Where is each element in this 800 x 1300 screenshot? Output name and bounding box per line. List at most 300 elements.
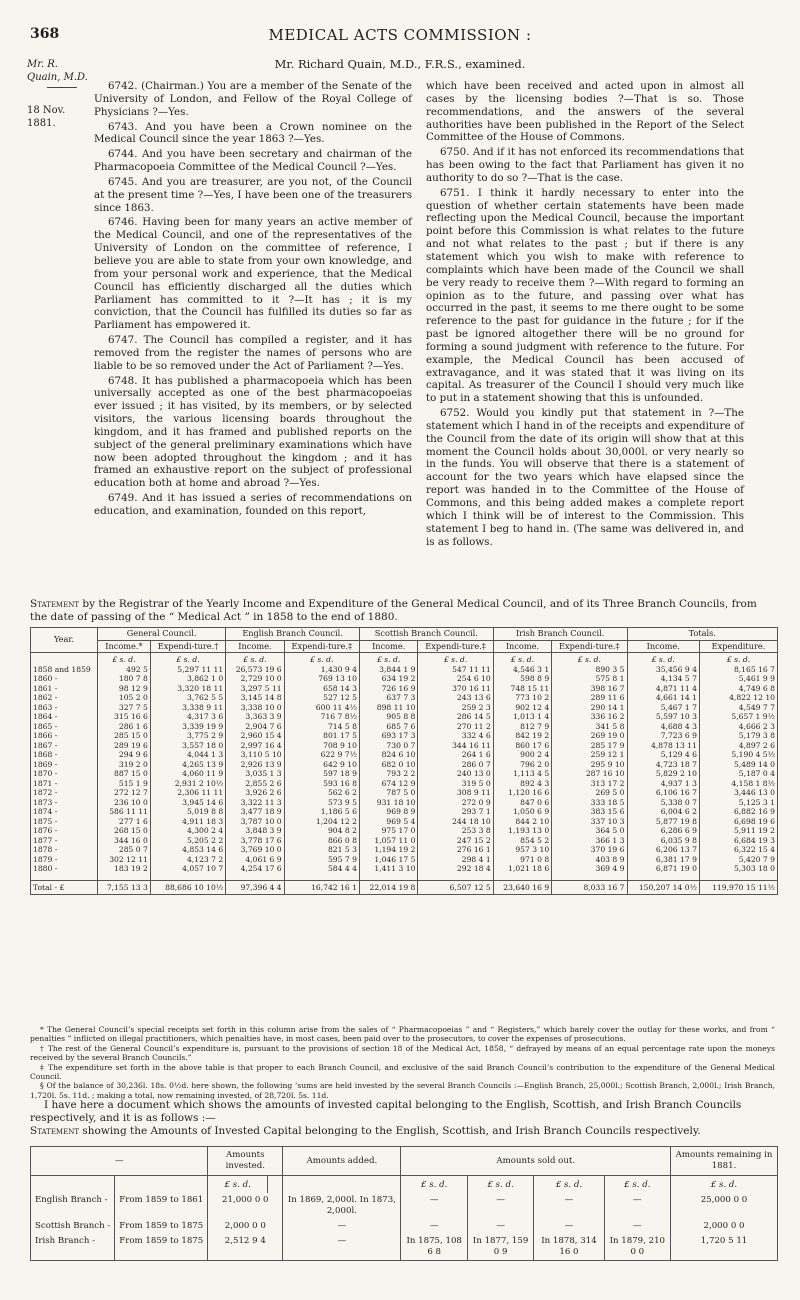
branch-name: Irish Branch - bbox=[31, 1234, 115, 1261]
amount-cell: 1,194 19 2 bbox=[359, 845, 417, 855]
total-cell: 6,507 12 5 bbox=[418, 880, 493, 895]
amount-cell: 4,549 7 7 bbox=[699, 703, 777, 713]
paragraph: 6742. (Chairman.) You are a member of the Senate of the University of London, and Fellow of the Royal College of Physicians ?—Yes. bbox=[94, 80, 412, 118]
amount-cell: 824 6 10 bbox=[359, 750, 417, 760]
amount-cell: 366 1 3 bbox=[552, 836, 627, 846]
amount-cell: 900 2 4 bbox=[493, 750, 551, 760]
amount-cell: 298 4 1 bbox=[418, 855, 493, 865]
sold3-cell: — bbox=[534, 1193, 604, 1219]
paragraph: 6745. And you are treasurer, are you not, of the Council at the present time ?—Yes, I have been one of the treasurers since 1863. bbox=[94, 175, 412, 214]
amount-cell: 336 16 2 bbox=[552, 712, 627, 722]
statement-text: showing the Amounts of Invested Capital belonging to the English, Scottish, and Irish Branch Councils respectively. bbox=[82, 1125, 701, 1137]
units-cell: £ s. d. bbox=[401, 1176, 467, 1194]
units-cell: £ s. d. bbox=[150, 653, 225, 665]
table-row bbox=[31, 665, 778, 675]
amount-cell: 370 16 11 bbox=[418, 684, 493, 694]
amount-cell: 5,187 0 4 bbox=[699, 769, 777, 779]
amount-cell: 3,945 14 6 bbox=[150, 798, 225, 808]
statement-text: by the Registrar of the Yearly Income and Expenditure of the General Medical Council, and of its Three Branch Councils, from the date of passing of the “ Medical Act ” in 1858 to the end of 1880. bbox=[30, 598, 757, 623]
added-cell: In 1869, 2,000l. In 1873, 2,000l. bbox=[283, 1193, 401, 1219]
amount-cell: 4,265 13 9 bbox=[150, 760, 225, 770]
amount-cell: 1,113 4 5 bbox=[493, 769, 551, 779]
year-cell: 1874 - bbox=[31, 807, 98, 817]
amount-cell: 383 15 6 bbox=[552, 807, 627, 817]
amount-cell: 105 2 0 bbox=[98, 693, 151, 703]
amount-cell: 575 8 1 bbox=[552, 674, 627, 684]
units-cell: £ s. d. bbox=[98, 653, 151, 665]
year-cell: 1876 - bbox=[31, 826, 98, 836]
amount-cell: 26,573 19 6 bbox=[226, 665, 284, 675]
paragraph: 6743. And you have been a Crown nominee on the Medical Council since the year 1863 ?—Yes. bbox=[94, 120, 412, 146]
amount-cell: 3,338 9 11 bbox=[150, 703, 225, 713]
sold3-cell: — bbox=[534, 1219, 604, 1234]
paragraph: 6748. It has published a pharmacopoeia which has been universally accepted as one of the best pharmacopoeias ever issued ; it has visited, by its members, or by selected visitors, the various licensing boards throughout the kingdom, and it has framed and published reports on the subject of the general preliminary examinations which have now been adopted throughout the kingdom ; and it has framed an exhaustive report on the subject of professional education both at home and abroad ?—Yes. bbox=[94, 374, 412, 490]
amount-cell: 259 12 1 bbox=[552, 750, 627, 760]
amount-cell: 844 2 10 bbox=[493, 817, 551, 827]
total-label: Total - £ bbox=[31, 880, 98, 895]
table-row bbox=[31, 845, 778, 855]
year-cell: 1871 - bbox=[31, 779, 98, 789]
amount-cell: 682 0 10 bbox=[359, 760, 417, 770]
sold4-cell: — bbox=[604, 1193, 670, 1219]
amount-cell: 622 9 7½ bbox=[284, 750, 359, 760]
amount-cell: 285 17 9 bbox=[552, 741, 627, 751]
amount-cell: 269 19 0 bbox=[552, 731, 627, 741]
amount-cell: 2,960 15 4 bbox=[226, 731, 284, 741]
amount-cell: 5,597 10 3 bbox=[627, 712, 699, 722]
footnote: * The General Council’s special receipts set forth in this column arise from the sales of “ Pharmacopoeias ” and “ Registers,” which barely cover the outlay for these works, and from “ penalties ” inflicted on illegal practitioners, which penalties have, in most cases, been paid over to the prosecutors, to cover the expenses of prosecutions. bbox=[30, 1025, 775, 1044]
amount-cell: 1,204 12 2 bbox=[284, 817, 359, 827]
amount-cell: 98 12 9 bbox=[98, 684, 151, 694]
units-cell: £ s. d. bbox=[226, 653, 284, 665]
amount-cell: 573 9 5 bbox=[284, 798, 359, 808]
amount-cell: 6,035 9 8 bbox=[627, 836, 699, 846]
amount-cell: 1,186 5 6 bbox=[284, 807, 359, 817]
table-row bbox=[31, 1219, 778, 1234]
table-row bbox=[31, 807, 778, 817]
year-header: Year. bbox=[31, 628, 98, 653]
paragraph: 6746. Having been for many years an active member of the Medical Council, and one of the representatives of the University of London on the committee of reference, I believe you are able to state from your own knowledge, and from your personal work and experience, that the Medical Council has efficiently discharged all the duties which Parliament has committed to it ?—It has ; it is my conviction, that the Council has fulfilled its duties so far as Parliament has empowered it. bbox=[94, 216, 412, 332]
column-subheader: Income.* bbox=[98, 640, 151, 653]
total-cell: 16,742 16 1 bbox=[284, 880, 359, 895]
amount-cell: 969 8 9 bbox=[359, 807, 417, 817]
amount-cell: 4,123 7 2 bbox=[150, 855, 225, 865]
amount-cell: 5,179 3 8 bbox=[699, 731, 777, 741]
table-row bbox=[31, 817, 778, 827]
amount-cell: 730 0 7 bbox=[359, 741, 417, 751]
amount-cell: 492 5 bbox=[98, 665, 151, 675]
amount-cell: 3,778 17 6 bbox=[226, 836, 284, 846]
amount-cell: 180 7 8 bbox=[98, 674, 151, 684]
amount-cell: 598 8 9 bbox=[493, 674, 551, 684]
amount-cell: 3,848 3 9 bbox=[226, 826, 284, 836]
amount-cell: 240 13 0 bbox=[418, 769, 493, 779]
amount-cell: 3,477 18 9 bbox=[226, 807, 284, 817]
amount-cell: 748 15 11 bbox=[493, 684, 551, 694]
units-cell bbox=[283, 1176, 401, 1194]
amount-cell: 658 14 3 bbox=[284, 684, 359, 694]
page-number: 368 bbox=[30, 26, 60, 42]
amount-cell: 642 9 10 bbox=[284, 760, 359, 770]
paragraph: 6750. And if it has not enforced its recommendations that has been owing to the fact that Parliament has given it no authority to do so ?—That is the case. bbox=[426, 146, 744, 184]
branch-name: English Branch - bbox=[31, 1193, 115, 1219]
amount-cell: 847 0 6 bbox=[493, 798, 551, 808]
units-cell: £ s. d. bbox=[627, 653, 699, 665]
units-cell: £ s. d. bbox=[534, 1176, 604, 1194]
amount-cell: 905 8 8 bbox=[359, 712, 417, 722]
invested-capital-table bbox=[30, 1146, 778, 1261]
units-cell: £ s. d. bbox=[284, 653, 359, 665]
total-cell: 119,970 15 11½ bbox=[699, 880, 777, 895]
amount-cell: 793 2 2 bbox=[359, 769, 417, 779]
amount-cell: 35,456 9 4 bbox=[627, 665, 699, 675]
amount-cell: 975 17 0 bbox=[359, 826, 417, 836]
sold1-cell: — bbox=[401, 1193, 467, 1219]
sold1-cell: — bbox=[401, 1219, 467, 1234]
units-cell bbox=[31, 653, 98, 665]
amount-cell: 4,822 12 10 bbox=[699, 693, 777, 703]
amount-cell: 272 12 7 bbox=[98, 788, 151, 798]
cap-header: Amounts remaining in 1881. bbox=[671, 1147, 778, 1176]
amount-cell: 4,897 2 6 bbox=[699, 741, 777, 751]
table-row bbox=[31, 750, 778, 760]
amount-cell: 4,044 1 3 bbox=[150, 750, 225, 760]
units-cell: £ s. d. bbox=[418, 653, 493, 665]
year-cell: 1860 - bbox=[31, 674, 98, 684]
amount-cell: 3,769 10 0 bbox=[226, 845, 284, 855]
table-row bbox=[31, 703, 778, 713]
amount-cell: 6,381 17 9 bbox=[627, 855, 699, 865]
amount-cell: 6,698 19 6 bbox=[699, 817, 777, 827]
invested-cell: 21,000 0 0 bbox=[208, 1193, 283, 1219]
year-cell: 1879 - bbox=[31, 855, 98, 865]
amount-cell: 5,467 1 7 bbox=[627, 703, 699, 713]
column-subheader: Expenditure. bbox=[699, 640, 777, 653]
amount-cell: 302 12 11 bbox=[98, 855, 151, 865]
amount-cell: 6,322 15 4 bbox=[699, 845, 777, 855]
amount-cell: 3,446 13 0 bbox=[699, 788, 777, 798]
margin-rule bbox=[47, 87, 77, 88]
amount-cell: 3,322 11 3 bbox=[226, 798, 284, 808]
amount-cell: 595 7 9 bbox=[284, 855, 359, 865]
remaining-cell: 25,000 0 0 bbox=[671, 1193, 778, 1219]
paragraph: 6751. I think it hardly necessary to enter into the question of whether certain statements have been made reflecting upon the Medical Council, because the important point before this Commission is what relates to the future and not what relates to the past ; but if there is any statement which you wish to make with reference to complaints which have been made of the Council we shall be very ready to receive them ?—With regard to forming an opinion as to the future, and passing over what has occurred in the past, it seems to me there ought to be some reference to the past for guidance in the future ; for if the past be ignored altogether there will be no ground for forming a sound judgment with reference to the future. For example, the Medical Council has been accused of extravagance, and it was stated that it was living on its capital. As treasurer of the Council I should very much like to put in a statement showing that this is unfounded. bbox=[426, 186, 744, 405]
amount-cell: 3,787 10 0 bbox=[226, 817, 284, 827]
column-subheader: Income. bbox=[627, 640, 699, 653]
group-header: English Branch Council. bbox=[226, 628, 360, 641]
remaining-cell: 2,000 0 0 bbox=[671, 1219, 778, 1234]
amount-cell: 333 18 5 bbox=[552, 798, 627, 808]
amount-cell: 842 19 2 bbox=[493, 731, 551, 741]
amount-cell: 726 16 9 bbox=[359, 684, 417, 694]
column-subheader: Expendi-ture.‡ bbox=[418, 640, 493, 653]
table-row bbox=[31, 760, 778, 770]
amount-cell: 247 15 2 bbox=[418, 836, 493, 846]
year-cell: 1877 - bbox=[31, 836, 98, 846]
amount-cell: 286 1 6 bbox=[98, 722, 151, 732]
amount-cell: 276 16 1 bbox=[418, 845, 493, 855]
statement-lead: Statement bbox=[30, 1125, 80, 1137]
amount-cell: 1,046 17 5 bbox=[359, 855, 417, 865]
footnote: ‡ The expenditure set forth in the above table is that proper to each Branch Council, and exclusive of the said Branch Council’s contribution to the expenditure of the General Medical Council. bbox=[30, 1062, 775, 1082]
table-row bbox=[31, 864, 778, 874]
amount-cell: 293 7 1 bbox=[418, 807, 493, 817]
amount-cell: 5,019 8 8 bbox=[150, 807, 225, 817]
amount-cell: 931 18 10 bbox=[359, 798, 417, 808]
units-cell bbox=[115, 1176, 208, 1194]
amount-cell: 600 11 4½ bbox=[284, 703, 359, 713]
total-cell: 23,640 16 9 bbox=[493, 880, 551, 895]
amount-cell: 286 14 5 bbox=[418, 712, 493, 722]
left-column bbox=[94, 80, 412, 520]
margin-witness-line1: Mr. R. bbox=[27, 59, 58, 70]
footnote: § Of the balance of 30,236l. 18s. 0½d. here shown, the following ‘sums are held invested by the several Branch Councils :—English Branch, 25,000l.; Scottish Branch, 2,000l.; Irish Branch, 1,720l. 5s. 11d. ; making a total, now remaining invested, of 28,720l. 5s. 11d. bbox=[30, 1081, 775, 1100]
amount-cell: 253 3 8 bbox=[418, 826, 493, 836]
total-row bbox=[31, 880, 778, 895]
amount-cell: 3,110 5 10 bbox=[226, 750, 284, 760]
table-row bbox=[31, 712, 778, 722]
units-cell: £ s. d. bbox=[604, 1176, 670, 1194]
sold4-cell: — bbox=[604, 1219, 670, 1234]
amount-cell: 4,134 5 7 bbox=[627, 674, 699, 684]
amount-cell: 4,060 11 9 bbox=[150, 769, 225, 779]
amount-cell: 398 16 7 bbox=[552, 684, 627, 694]
group-header: Scottish Branch Council. bbox=[359, 628, 493, 641]
amount-cell: 515 1 9 bbox=[98, 779, 151, 789]
amount-cell: 285 0 7 bbox=[98, 845, 151, 855]
paragraph: 6752. Would you kindly put that statement in ?—The statement which I hand in of the receipts and expenditure of the Council from the date of its origin will show that at this moment the Council holds about 30,000l. or very nearly so in the funds. You will observe that there is a statement of account for the two years which have elapsed since the report was handed in to the Committee of the House of Commons, and this being added makes a complete report which I think will be of interest to the Commission. This statement I beg to hand in. (The same was delivered in, and is as follows. bbox=[426, 407, 744, 548]
amount-cell: 714 5 8 bbox=[284, 722, 359, 732]
amount-cell: 547 11 11 bbox=[418, 665, 493, 675]
amount-cell: 289 11 6 bbox=[552, 693, 627, 703]
amount-cell: 369 4 9 bbox=[552, 864, 627, 874]
amount-cell: 4,937 1 3 bbox=[627, 779, 699, 789]
amount-cell: 708 9 10 bbox=[284, 741, 359, 751]
amount-cell: 866 0 8 bbox=[284, 836, 359, 846]
amount-cell: 5,877 19 8 bbox=[627, 817, 699, 827]
year-cell: 1870 - bbox=[31, 769, 98, 779]
total-cell: 7,155 13 3 bbox=[98, 880, 151, 895]
amount-cell: 8,165 16 7 bbox=[699, 665, 777, 675]
amount-cell: 269 5 0 bbox=[552, 788, 627, 798]
amount-cell: 4,911 18 3 bbox=[150, 817, 225, 827]
table-row bbox=[31, 779, 778, 789]
amount-cell: 5,129 4 6 bbox=[627, 750, 699, 760]
amount-cell: 327 7 5 bbox=[98, 703, 151, 713]
total-cell: 8,033 16 7 bbox=[552, 880, 627, 895]
amount-cell: 287 16 10 bbox=[552, 769, 627, 779]
amount-cell: 787 5 0 bbox=[359, 788, 417, 798]
year-cell: 1864 - bbox=[31, 712, 98, 722]
amount-cell: 821 5 3 bbox=[284, 845, 359, 855]
amount-cell: 904 8 2 bbox=[284, 826, 359, 836]
amount-cell: 268 15 0 bbox=[98, 826, 151, 836]
amount-cell: 2,997 16 4 bbox=[226, 741, 284, 751]
amount-cell: 286 0 7 bbox=[418, 760, 493, 770]
amount-cell: 5,461 9 9 bbox=[699, 674, 777, 684]
amount-cell: 674 12 9 bbox=[359, 779, 417, 789]
units-cell: £ s. d. bbox=[671, 1176, 778, 1194]
amount-cell: 272 0 9 bbox=[418, 798, 493, 808]
amount-cell: 1,013 1 4 bbox=[493, 712, 551, 722]
amount-cell: 637 7 3 bbox=[359, 693, 417, 703]
sold4-cell: In 1879, 210 0 0 bbox=[604, 1234, 670, 1261]
column-subheader: Income. bbox=[493, 640, 551, 653]
units-row bbox=[31, 653, 778, 665]
amount-cell: 1,411 3 10 bbox=[359, 864, 417, 874]
amount-cell: 801 17 5 bbox=[284, 731, 359, 741]
amount-cell: 854 5 2 bbox=[493, 836, 551, 846]
amount-cell: 902 12 4 bbox=[493, 703, 551, 713]
amount-cell: 2,729 10 0 bbox=[226, 674, 284, 684]
amount-cell: 5,911 19 2 bbox=[699, 826, 777, 836]
statement-title bbox=[30, 598, 775, 624]
year-cell: 1866 - bbox=[31, 731, 98, 741]
units-cell bbox=[268, 1176, 283, 1194]
units-cell: £ s. d. bbox=[467, 1176, 533, 1194]
year-cell: 1875 - bbox=[31, 817, 98, 827]
amount-cell: 364 5 0 bbox=[552, 826, 627, 836]
table-row bbox=[31, 1193, 778, 1219]
sold2-cell: In 1877, 159 0 9 bbox=[467, 1234, 533, 1261]
amount-cell: 898 11 10 bbox=[359, 703, 417, 713]
units-cell: £ s. d. bbox=[359, 653, 417, 665]
amount-cell: 3,035 1 3 bbox=[226, 769, 284, 779]
amount-cell: 6,106 16 7 bbox=[627, 788, 699, 798]
cap-header: — bbox=[31, 1147, 208, 1176]
witness-heading: Mr. Richard Quain, M.D., F.R.S., examined. bbox=[274, 57, 526, 71]
amount-cell: 957 3 10 bbox=[493, 845, 551, 855]
amount-cell: 319 2 0 bbox=[98, 760, 151, 770]
amount-cell: 5,489 14 0 bbox=[699, 760, 777, 770]
amount-cell: 4,688 4 3 bbox=[627, 722, 699, 732]
footnotes bbox=[30, 1025, 775, 1100]
amount-cell: 308 9 11 bbox=[418, 788, 493, 798]
table-row bbox=[31, 674, 778, 684]
units-cell: £ s. d. bbox=[208, 1176, 268, 1194]
amount-cell: 4,723 18 7 bbox=[627, 760, 699, 770]
capital-statement-title bbox=[30, 1125, 775, 1138]
amount-cell: 244 18 10 bbox=[418, 817, 493, 827]
amount-cell: 1,057 11 0 bbox=[359, 836, 417, 846]
amount-cell: 337 10 3 bbox=[552, 817, 627, 827]
table-row bbox=[31, 826, 778, 836]
amount-cell: 2,904 7 6 bbox=[226, 722, 284, 732]
total-cell: 22,014 19 8 bbox=[359, 880, 417, 895]
amount-cell: 2,931 2 10½ bbox=[150, 779, 225, 789]
amount-cell: 3,926 2 6 bbox=[226, 788, 284, 798]
year-cell: 1869 - bbox=[31, 760, 98, 770]
year-cell: 1872 - bbox=[31, 788, 98, 798]
amount-cell: 4,749 6 8 bbox=[699, 684, 777, 694]
table-row bbox=[31, 731, 778, 741]
amount-cell: 4,061 6 9 bbox=[226, 855, 284, 865]
table-row bbox=[31, 722, 778, 732]
sold2-cell: — bbox=[467, 1193, 533, 1219]
group-header: Irish Branch Council. bbox=[493, 628, 627, 641]
total-cell: 88,686 10 10½ bbox=[150, 880, 225, 895]
amount-cell: 315 16 6 bbox=[98, 712, 151, 722]
column-subheader: Expendi-ture.‡ bbox=[284, 640, 359, 653]
table-row bbox=[31, 836, 778, 846]
amount-cell: 887 15 0 bbox=[98, 769, 151, 779]
period-cell: From 1859 to 1875 bbox=[115, 1219, 208, 1234]
amount-cell: 562 6 2 bbox=[284, 788, 359, 798]
paragraph: 6747. The Council has compiled a register, and it has removed from the register the names of persons who are liable to be so removed under the Act of Parliament ?—Yes. bbox=[94, 334, 412, 372]
total-cell: 97,396 4 4 bbox=[226, 880, 284, 895]
amount-cell: 295 9 10 bbox=[552, 760, 627, 770]
sold1-cell: In 1875, 108 6 8 bbox=[401, 1234, 467, 1261]
amount-cell: 1,430 9 4 bbox=[284, 665, 359, 675]
amount-cell: 5,829 2 10 bbox=[627, 769, 699, 779]
amount-cell: 586 11 11 bbox=[98, 807, 151, 817]
amount-cell: 6,206 13 7 bbox=[627, 845, 699, 855]
amount-cell: 5,420 7 9 bbox=[699, 855, 777, 865]
table-row bbox=[31, 684, 778, 694]
amount-cell: 254 6 10 bbox=[418, 674, 493, 684]
amount-cell: 236 10 0 bbox=[98, 798, 151, 808]
units-row bbox=[31, 1176, 778, 1194]
units-cell: £ s. d. bbox=[493, 653, 551, 665]
amount-cell: 4,546 3 1 bbox=[493, 665, 551, 675]
year-cell: 1858 and 1859 bbox=[31, 665, 98, 675]
amount-cell: 5,125 3 1 bbox=[699, 798, 777, 808]
amount-cell: 773 10 2 bbox=[493, 693, 551, 703]
table-row bbox=[31, 788, 778, 798]
amount-cell: 294 9 6 bbox=[98, 750, 151, 760]
amount-cell: 892 4 3 bbox=[493, 779, 551, 789]
amount-cell: 4,057 10 7 bbox=[150, 864, 225, 874]
paragraph: 6749. And it has issued a series of recommendations on education, and examination, founded on this report, bbox=[94, 492, 412, 517]
margin-date: 18 Nov. 1881. bbox=[27, 105, 66, 129]
running-title: MEDICAL ACTS COMMISSION : bbox=[268, 26, 532, 44]
amount-cell: 5,338 0 7 bbox=[627, 798, 699, 808]
amount-cell: 4,871 11 4 bbox=[627, 684, 699, 694]
amount-cell: 4,254 17 6 bbox=[226, 864, 284, 874]
table-row bbox=[31, 855, 778, 865]
amount-cell: 4,853 14 6 bbox=[150, 845, 225, 855]
amount-cell: 5,297 11 11 bbox=[150, 665, 225, 675]
paragraph: which have been received and acted upon in almost all cases by the licensing bodies ?—That is so. Those recommendations, and the answers of the several authorities have been published in the Report of the Select Committee of the House of Commons. bbox=[426, 80, 744, 144]
amount-cell: 860 17 6 bbox=[493, 741, 551, 751]
income-expenditure-table bbox=[30, 627, 778, 895]
amount-cell: 6,286 6 9 bbox=[627, 826, 699, 836]
amount-cell: 890 3 5 bbox=[552, 665, 627, 675]
amount-cell: 4,317 3 6 bbox=[150, 712, 225, 722]
footnote: † The rest of the General Council’s expenditure is, pursuant to the provisions of section 18 of the Medical Act, 1858, “ defrayed by means of an equal percentage rate upon the moneys received by the several Branch Councils.” bbox=[30, 1043, 775, 1063]
amount-cell: 292 18 4 bbox=[418, 864, 493, 874]
amount-cell: 716 7 8½ bbox=[284, 712, 359, 722]
cap-header: Amounts invested. bbox=[208, 1147, 283, 1176]
amount-cell: 3,762 5 5 bbox=[150, 693, 225, 703]
amount-cell: 3,320 18 11 bbox=[150, 684, 225, 694]
amount-cell: 6,004 6 2 bbox=[627, 807, 699, 817]
invested-cell: 2,512 9 4 bbox=[208, 1234, 283, 1261]
amount-cell: 971 0 8 bbox=[493, 855, 551, 865]
units-cell: £ s. d. bbox=[699, 653, 777, 665]
group-header: Totals. bbox=[627, 628, 778, 641]
amount-cell: 290 14 1 bbox=[552, 703, 627, 713]
added-cell: — bbox=[283, 1219, 401, 1234]
sold3-cell: In 1878, 314 16 0 bbox=[534, 1234, 604, 1261]
amount-cell: 332 4 6 bbox=[418, 731, 493, 741]
amount-cell: 5,205 2 2 bbox=[150, 836, 225, 846]
amount-cell: 4,300 2 4 bbox=[150, 826, 225, 836]
amount-cell: 812 7 9 bbox=[493, 722, 551, 732]
amount-cell: 1,120 16 6 bbox=[493, 788, 551, 798]
remaining-cell: 1,720 5 11 bbox=[671, 1234, 778, 1261]
amount-cell: 2,855 2 6 bbox=[226, 779, 284, 789]
